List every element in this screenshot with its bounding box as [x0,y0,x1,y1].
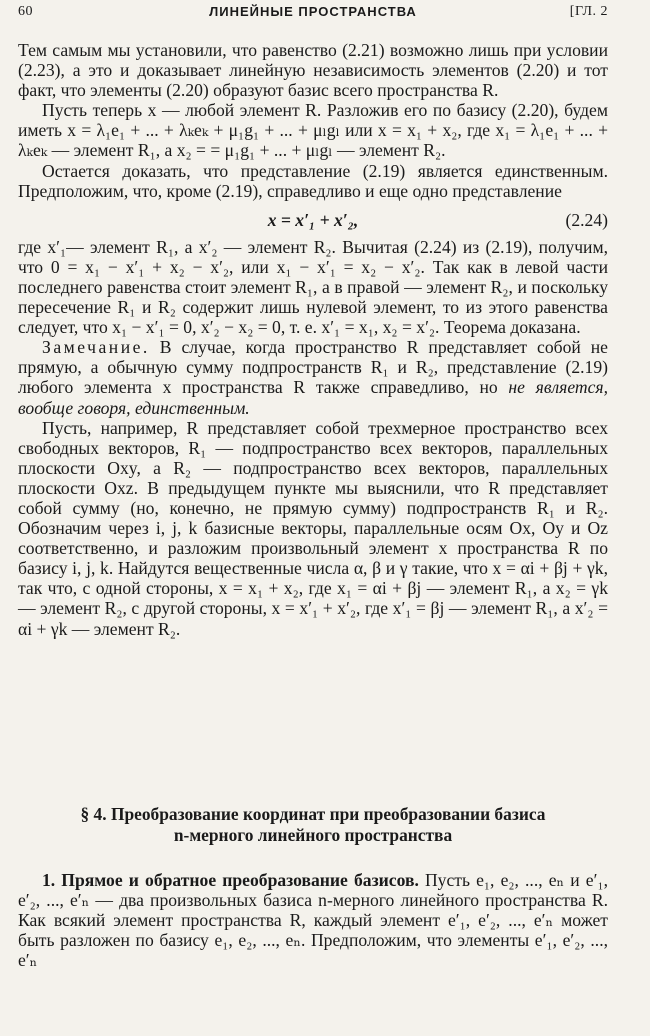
paragraph-1: Тем самым мы установили, что равенство (2.21) возможно лишь при условии (2.23), а это и доказывает линейную независимость элементов (2.20) и тот факт, что элементы (2.20) образуют базис всего пространства R. [18,40,608,101]
equation-number: (2.24) [565,209,608,230]
page-number: 60 [18,4,33,19]
equation-2-24 [18,210,608,230]
paragraph-proof: где x′₁— элемент R₁, а x′₂ — элемент R₂. Вычитая (2.24) из (2.19), получим, что 0 = x₁ − x′₁ + x₂ − x′₂, или x₁ − x′₁ = x₂ − x′₂. Так как в левой части последнего равенства стоит элемент R₁, а в правой — элемент R₂, и поскольку пересечение R₁ и R₂ содержит лишь нулевой элемент, то из этого равенства следует, что x₁ − x′₁ = 0, x′₂ − x₂ = 0, т. е. x′₁ = x₁, x₂ = x′₂. Теорема доказана. [18,236,608,338]
paragraph-example: Пусть, например, R представляет собой трехмерное пространство всех свободных векторов, R₁ — подпространство всех векторов, параллельных плоскости Oxy, а R₂ — подпространство всех векторов, параллельных плоскости Oxz. В предыдущем пункте мы выяснили, что R представляет собой сумму (но, конечно, не прямую сумму) подпространств R₁ и R₂. Обозначим через i, j, k базисные векторы, параллельные осям Ox, Oy и Oz соответственно, и разложим произвольный элемент x пространства R по базису i, j, k. Найдутся вещественные числа α, β и γ такие, что x = αi + βj + γk, так что, с одной стороны, x = x₁ + x₂, где x₁ = αi + βj — элемент R₁, а x₂ = γk — элемент R₂, с другой стороны, x = x′₁ + x′₂, где x′₁ = βj — элемент R₁, а x′₂ = αi + γk — элемент R₂. [18,417,608,639]
main-text [18,40,608,639]
remark-emphasis: не является, вообще говоря, единственным. [18,377,608,418]
page-header [18,4,608,26]
subsection-text: Пусть e₁, e₂, ..., eₙ и e′₁, e′₂, ..., e′ₙ — два произвольных базиса n-мерного линейного пространства R. Как всякий элемент пространства R, каждый элемент e′₁, e′₂, ..., e′ₙ может быть разложен по базису e₁, e₂, ..., eₙ. Предположим, что элементы e′₁, e′₂, ..., e′ₙ [18,870,608,971]
paragraph-2: Пусть теперь x — любой элемент R. Разложив его по базису (2.20), будем иметь x = λ₁e₁ + ... + λₖeₖ + μ₁g₁ + ... + μₗgₗ или x = x₁ + x₂, где x₁ = λ₁e₁ + ... + λₖeₖ — элемент R₁, а x₂ = = μ₁g₁ + ... + μₗgₗ — элемент R₂. [18,100,608,161]
subsection [18,870,608,970]
running-title: ЛИНЕЙНЫЕ ПРОСТРАНСТВА [209,4,417,19]
equation-formula: x = x′₁ + x′₂, [267,209,359,230]
subsection-title: 1. Прямое и обратное преобразование базисов. [42,870,419,890]
remark-label: Замечание. [42,337,150,358]
section-heading-line-2: n-мерного линейного пространства [173,825,453,845]
subsection-paragraph [18,870,608,970]
section-heading-line-1: § 4. Преобразование координат при преобразовании базиса [80,804,546,824]
paragraph-3: Остается доказать, что представление (2.19) является единственным. Предположим, что, кроме (2.19), справедливо и еще одно представление [18,160,608,201]
remark-text: В случае, когда пространство R представляет собой не прямую, а обычную сумму подпространств R₁ и R₂, представление (2.19) любого элемента x пространства R также справедливо, но [18,337,608,398]
chapter-label: [ГЛ. 2 [569,4,608,19]
section-heading [18,804,608,846]
remark-paragraph [18,337,608,417]
